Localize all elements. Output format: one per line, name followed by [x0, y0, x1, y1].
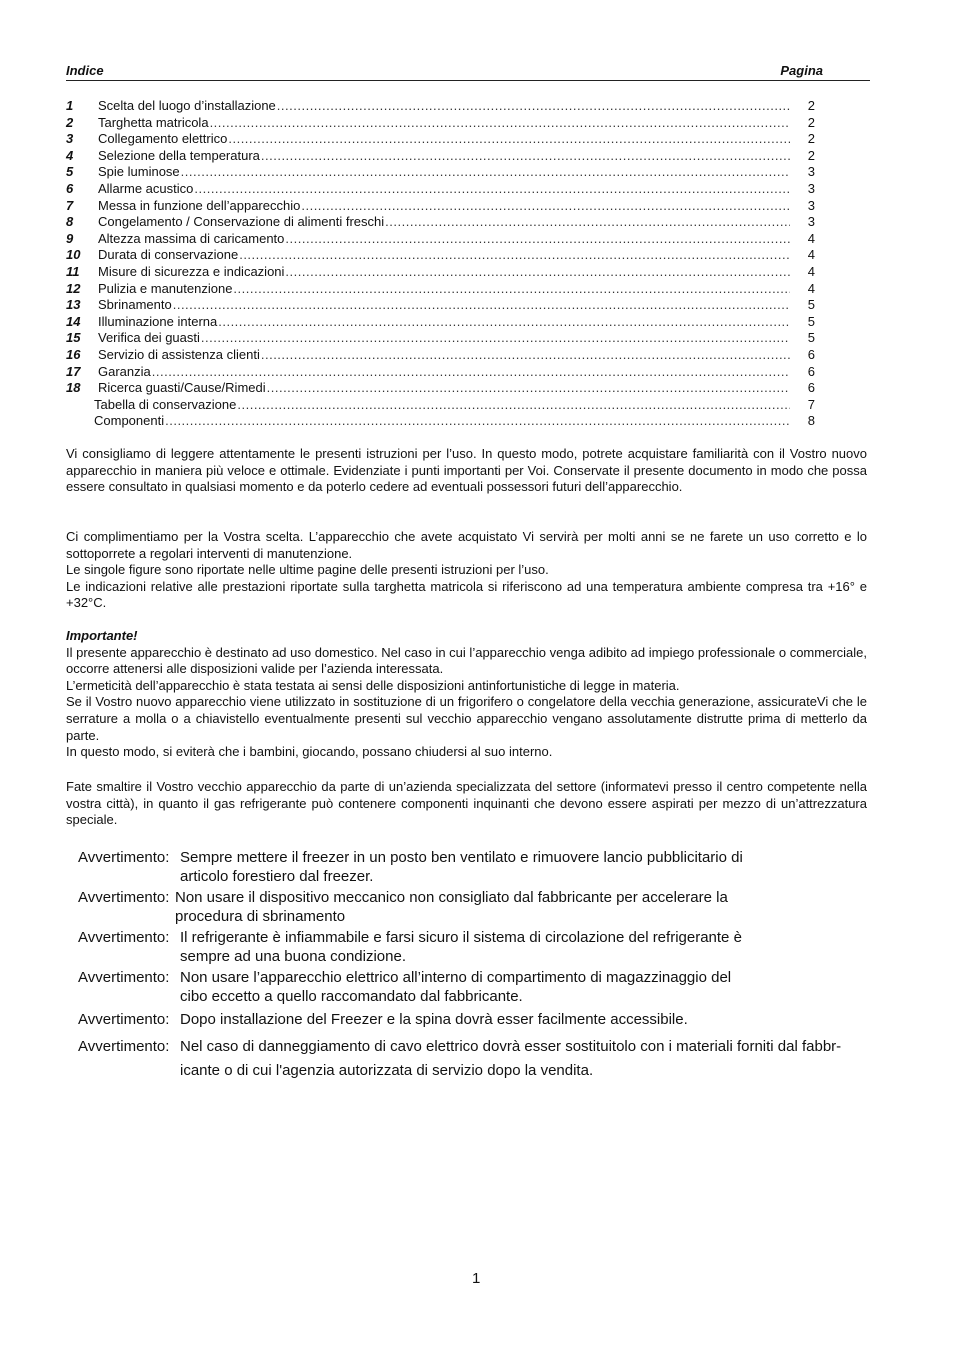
warning-item	[78, 888, 908, 926]
toc-entry[interactable]	[66, 131, 818, 148]
toc-number: 11	[66, 263, 80, 279]
page-number: 1	[472, 1270, 481, 1287]
toc-page: 5	[807, 313, 815, 329]
toc-page: 2	[807, 114, 815, 130]
warning-text: icante o di cui l'agenzia autorizzata di servizio dopo la vendita.	[180, 1062, 594, 1079]
toc-page: 5	[807, 297, 815, 313]
intro-paragraph	[66, 446, 867, 496]
toc-page: 6	[807, 380, 815, 396]
disposal-text: Fate smaltire il Vostro vecchio apparecchio da parte di un’azienda specializzata del settore (informatevi presso il centro competente nella vostra città), in quanto il gas refrigerante può contenere componenti inquinanti che devono essere aspirati per mezzo di un’attrezzatura speciale.	[66, 779, 867, 828]
warning-label: Avvertimento:	[78, 889, 170, 906]
warning-text: sempre ad una buona condizione.	[180, 948, 406, 965]
disposal-paragraph	[66, 779, 867, 829]
page-column-heading: Pagina	[780, 63, 823, 78]
congratulations-paragraph	[66, 529, 867, 612]
toc-title: Spie luminose	[98, 164, 180, 180]
toc-number: 16	[66, 346, 81, 362]
paragraph-line: Le singole figure sono riportate nelle ultime pagine delle presenti istruzioni per l’uso.	[66, 562, 549, 578]
toc-number: 2	[66, 114, 74, 130]
toc-title: Illuminazione interna	[98, 313, 218, 329]
toc-number: 1	[66, 98, 74, 113]
toc-title: Tabella di conservazione	[94, 396, 237, 412]
toc-title: Targhetta matricola	[98, 114, 209, 130]
table-of-contents	[66, 98, 818, 430]
paragraph-line: Il presente apparecchio è destinato ad uso domestico. Nel caso in cui l’apparecchio venga adibito ad impiego professionale o commerciale, occorre attenersi alle disposizioni valide per l’azienda interessata.	[66, 644, 867, 677]
toc-page: 5	[807, 330, 815, 346]
warning-label: Avvertimento:	[78, 929, 170, 946]
toc-entry[interactable]	[66, 231, 818, 248]
toc-number: 12	[66, 280, 81, 296]
warning-text: cibo eccetto a quello raccomandato dal fabbricante.	[180, 988, 523, 1005]
toc-page: 3	[807, 180, 815, 196]
toc-page: 3	[807, 197, 815, 213]
toc-entry[interactable]	[66, 148, 818, 165]
index-heading: Indice	[66, 63, 104, 78]
warning-item	[78, 928, 908, 966]
toc-number: 17	[66, 363, 81, 379]
warning-item	[78, 1035, 908, 1083]
warning-item	[78, 1010, 908, 1029]
toc-entry[interactable]	[66, 330, 818, 347]
toc-header	[66, 62, 870, 81]
toc-page: 4	[807, 263, 815, 279]
paragraph-line: Se il Vostro nuovo apparecchio viene utilizzato in sostituzione di un frigorifero o congelatore della vecchia generazione, assicurateVi che le serrature a molla o a chiavistello eventualmente presenti sul vecchio apparecchio vengano assolutamente distrutte prima di metterlo da parte.	[66, 694, 867, 743]
toc-title: Servizio di assistenza clienti	[98, 346, 260, 362]
toc-page: 4	[807, 247, 815, 263]
toc-page: 7	[807, 396, 815, 412]
toc-number: 15	[66, 330, 81, 346]
toc-page: 6	[807, 363, 815, 379]
toc-title: Congelamento / Conservazione di alimenti freschi	[98, 214, 385, 230]
toc-entry[interactable]	[66, 364, 818, 381]
toc-number: 18	[66, 380, 81, 396]
warning-text: Non usare l’apparecchio elettrico all’interno di compartimento di magazzinaggio del	[180, 969, 732, 986]
toc-title: Allarme acustico	[98, 180, 194, 196]
toc-number: 8	[66, 214, 74, 230]
warnings-list	[78, 848, 908, 1085]
toc-entry[interactable]	[66, 264, 818, 281]
toc-title: Scelta del luogo d’installazione	[98, 98, 276, 113]
toc-page: 8	[807, 413, 815, 429]
toc-title: Collegamento elettrico	[98, 131, 228, 147]
toc-title: Componenti	[94, 413, 165, 429]
toc-title: Altezza massima di caricamento	[98, 230, 285, 246]
toc-number: 3	[66, 131, 74, 147]
toc-entry[interactable]	[66, 181, 818, 198]
important-section	[66, 628, 867, 761]
toc-entry[interactable]	[66, 297, 818, 314]
toc-entry[interactable]	[66, 347, 818, 364]
paragraph-line: Ci complimentiamo per la Vostra scelta. L’apparecchio che avete acquistato Vi servirà per molti anni se ne farete un uso corretto e lo sottoporrete a regolari interventi di manutenzione.	[66, 529, 867, 561]
toc-title: Misure di sicurezza e indicazioni	[98, 263, 285, 279]
warning-label: Avvertimento:	[78, 849, 170, 866]
toc-entry[interactable]	[66, 247, 818, 264]
toc-title: Garanzia	[98, 363, 151, 379]
toc-page: 3	[807, 164, 815, 180]
warning-text: procedura di sbrinamento	[175, 908, 346, 925]
warning-label: Avvertimento:	[78, 1038, 170, 1055]
toc-entry[interactable]	[66, 115, 818, 132]
warning-item	[78, 848, 908, 886]
toc-number: 13	[66, 297, 81, 313]
toc-entry[interactable]	[66, 413, 818, 430]
toc-page: 2	[807, 98, 815, 113]
toc-page: 2	[807, 147, 815, 163]
toc-page: 6	[807, 346, 815, 362]
toc-number: 7	[66, 197, 74, 213]
toc-title: Selezione della temperatura	[98, 147, 260, 163]
warning-text: Non usare il dispositivo meccanico non consigliato dal fabbricante per accelerare la	[175, 889, 728, 906]
toc-page: 2	[807, 131, 815, 147]
toc-title: Pulizia e manutenzione	[98, 280, 233, 296]
important-heading: Importante!	[66, 628, 138, 643]
toc-page: 4	[807, 280, 815, 296]
paragraph-line: In questo modo, si eviterà che i bambini, giocando, possano chiudersi al suo interno.	[66, 744, 553, 760]
toc-title: Ricerca guasti/Cause/Rimedi	[98, 380, 266, 396]
toc-number: 14	[66, 313, 81, 329]
toc-entry[interactable]	[66, 314, 818, 331]
toc-entry[interactable]	[66, 198, 818, 215]
toc-entry[interactable]	[66, 380, 818, 397]
toc-title: Sbrinamento	[98, 297, 172, 313]
toc-title: Durata di conservazione	[98, 247, 239, 263]
toc-entry[interactable]	[66, 214, 818, 231]
warning-text: Nel caso di danneggiamento di cavo elettrico dovrà esser sostituitolo con i materiali forniti dal fabbr-	[180, 1038, 842, 1055]
toc-entry[interactable]	[66, 164, 818, 181]
toc-number: 6	[66, 180, 74, 196]
toc-number: 10	[66, 247, 81, 263]
warning-item	[78, 968, 908, 1006]
toc-title: Verifica dei guasti	[98, 330, 200, 346]
paragraph-line: L’ermeticità dell’apparecchio è stata testata ai sensi delle disposizioni antinfortunistiche di legge in materia.	[66, 677, 680, 693]
toc-title: Messa in funzione dell’apparecchio	[98, 197, 301, 213]
warning-text: articolo forestiero dal freezer.	[180, 868, 374, 885]
toc-page: 4	[807, 230, 815, 246]
warning-text: Dopo installazione del Freezer e la spina dovrà esser facilmente accessibile.	[180, 1011, 688, 1028]
toc-entry[interactable]	[66, 98, 818, 115]
warning-text: Sempre mettere il freezer in un posto ben ventilato e rimuovere lancio pubblicitario di	[180, 849, 743, 866]
warning-text: Il refrigerante è infiammabile e farsi sicuro il sistema di circolazione del refrigerante è	[180, 929, 742, 946]
intro-text: Vi consigliamo di leggere attentamente le presenti istruzioni per l’uso. In questo modo, potrete acquistare familiarità con il Vostro nuovo apparecchio in maniera più veloce e ottimale. Evidenziate i punti importanti per Voi. Conservate il presente documento in modo che possa essere consultato in qualsiasi momento e da poterlo cedere ad eventuali possessori futuri dell’apparecchio.	[66, 446, 867, 495]
toc-entry[interactable]	[66, 397, 818, 414]
toc-page: 3	[807, 214, 815, 230]
toc-number: 9	[66, 230, 74, 246]
warning-label: Avvertimento:	[78, 969, 170, 986]
warning-label: Avvertimento:	[78, 1011, 170, 1028]
paragraph-line: Le indicazioni relative alle prestazioni riportate sulla targhetta matricola si riferiscono ad una temperatura ambiente compresa tra +16° e +32°C.	[66, 578, 867, 611]
toc-number: 5	[66, 164, 74, 180]
toc-number: 4	[66, 147, 74, 163]
toc-entry[interactable]	[66, 281, 818, 298]
